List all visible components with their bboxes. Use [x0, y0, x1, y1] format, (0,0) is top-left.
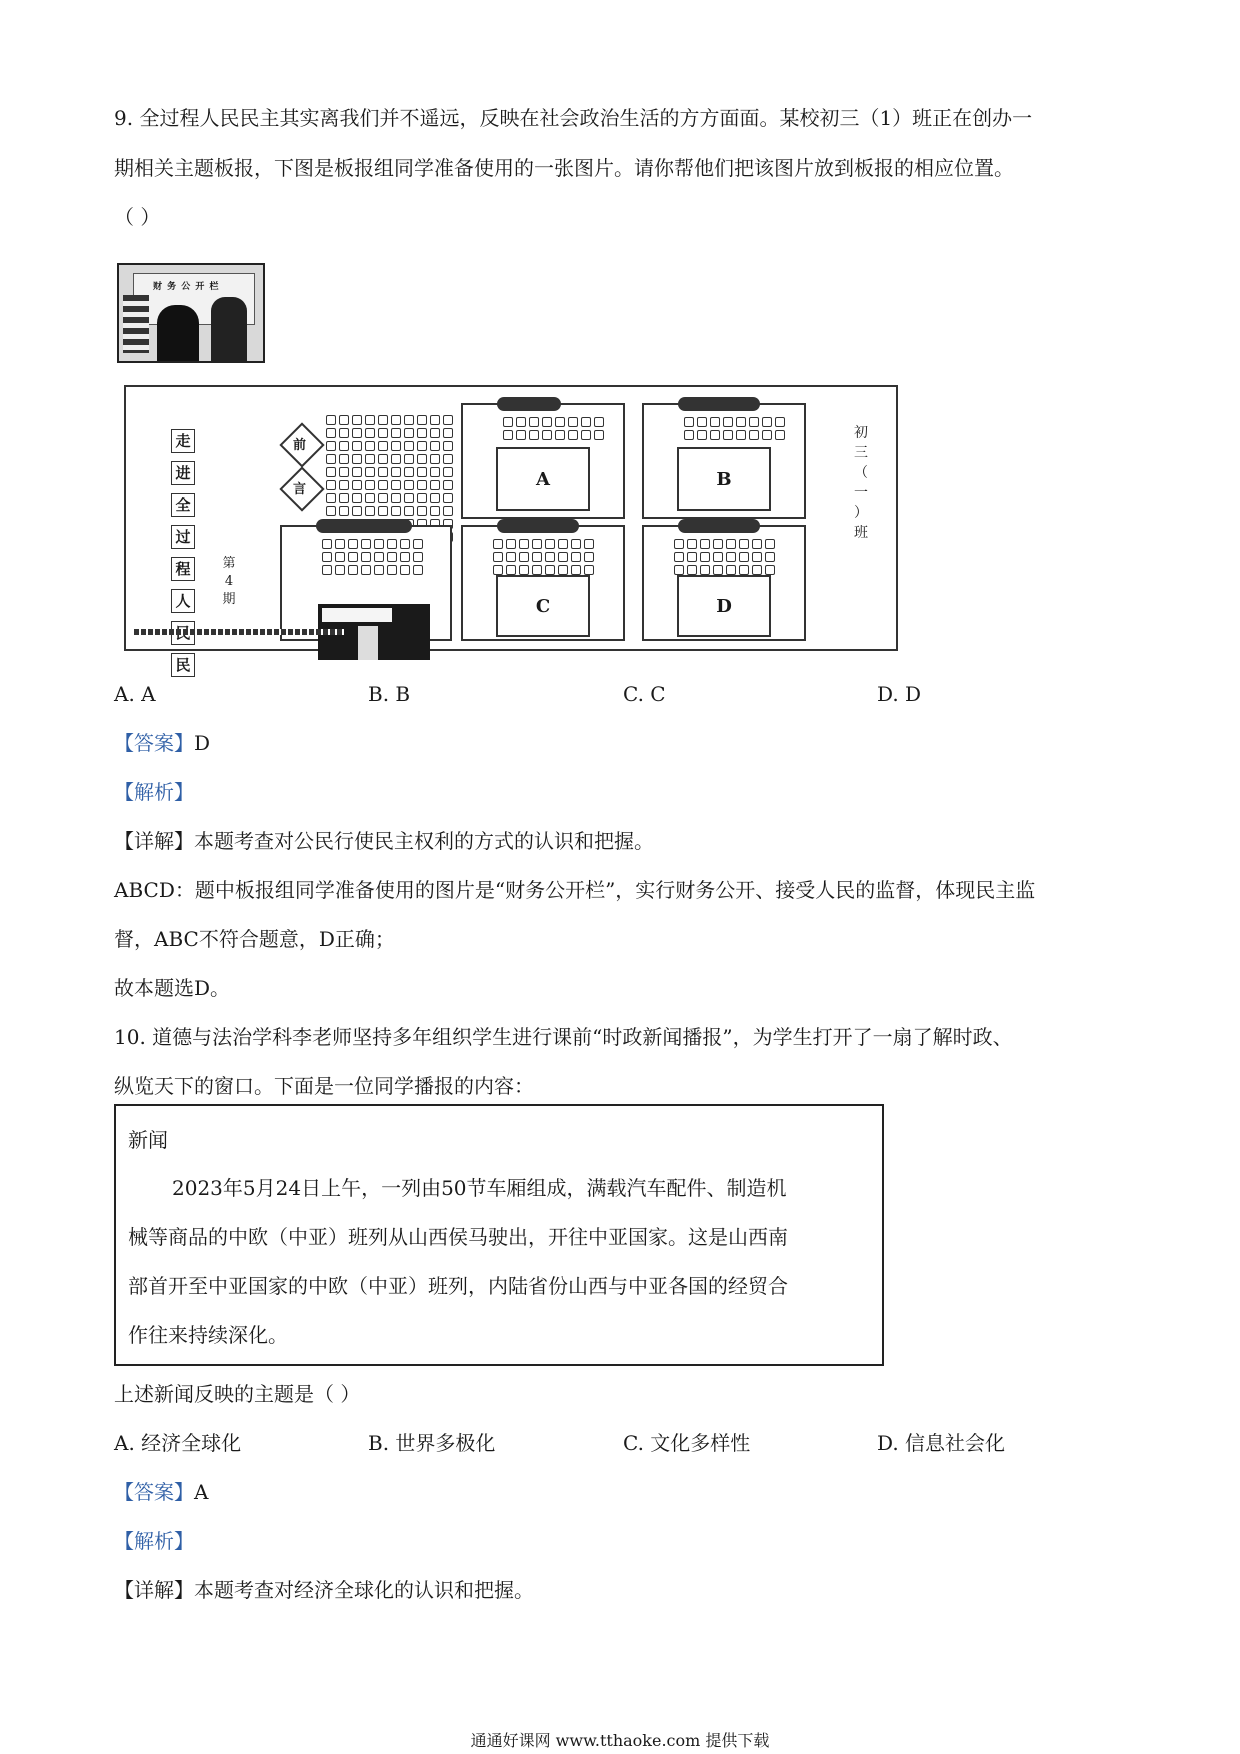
text-placeholder-square: [558, 565, 568, 575]
text-placeholder-square: [365, 428, 375, 438]
title-char: 民: [171, 653, 195, 677]
text-placeholder-square: [339, 441, 349, 451]
answer-tag: 【答案】: [114, 731, 194, 755]
q9-expl-line2: 督，ABC不符合题意，D正确；: [114, 927, 395, 951]
text-placeholder-square: [443, 428, 453, 438]
text-placeholder-square: [765, 552, 775, 562]
q9-answer-line: [114, 731, 210, 755]
text-placeholder-square: [506, 539, 516, 549]
text-placeholder-square: [361, 552, 371, 562]
text-placeholder-square: [443, 454, 453, 464]
preface-char-1: 前: [293, 438, 307, 453]
text-placeholder-square: [391, 467, 401, 477]
q9-analysis-tag: 【解析】: [114, 780, 194, 804]
text-placeholder-square: [404, 480, 414, 490]
text-placeholder-square: [326, 441, 336, 451]
text-placeholder-square: [326, 454, 336, 464]
text-placeholder-square: [378, 415, 388, 425]
q9-option-b: B. B: [368, 682, 411, 706]
text-placeholder-square: [713, 552, 723, 562]
text-placeholder-square: [404, 454, 414, 464]
text-placeholder-square: [503, 417, 513, 427]
slot-b: B: [677, 447, 771, 511]
text-placeholder-square: [765, 565, 775, 575]
text-placeholder-square: [352, 506, 362, 516]
text-placeholder-square: [391, 441, 401, 451]
text-placeholder-square: [417, 506, 427, 516]
text-placeholder-square: [400, 552, 410, 562]
text-placeholder-square: [417, 480, 427, 490]
news-line2: 械等商品的中欧（中亚）班列从山西侯马驶出，开往中亚国家。这是山西南: [128, 1225, 788, 1249]
text-placeholder-square: [542, 417, 552, 427]
text-placeholder-square: [339, 493, 349, 503]
text-placeholder-square: [545, 539, 555, 549]
text-placeholder-square: [545, 552, 555, 562]
text-placeholder-square: [775, 417, 785, 427]
text-placeholder-square: [752, 565, 762, 575]
text-placeholder-square: [417, 441, 427, 451]
news-box: [114, 1104, 884, 1366]
panel-title-bar: [497, 519, 579, 533]
text-placeholder-square: [739, 552, 749, 562]
text-placeholder-square: [687, 565, 697, 575]
text-placeholder-square: [430, 506, 440, 516]
text-placeholder-square: [404, 415, 414, 425]
slot-a: A: [496, 447, 590, 511]
text-placeholder-square: [516, 417, 526, 427]
slot-c: C: [496, 575, 590, 637]
text-placeholder-square: [697, 417, 707, 427]
text-placeholder-square: [532, 552, 542, 562]
text-placeholder-square: [326, 493, 336, 503]
text-placeholder-square: [594, 430, 604, 440]
panel-a: [461, 403, 625, 519]
panel-text-grid: [322, 539, 423, 575]
issue-number: 第4期: [222, 556, 236, 607]
text-placeholder-square: [674, 565, 684, 575]
class-char: 一: [854, 485, 868, 501]
news-line1: 2023年5月24日上午，一列由50节车厢组成，满载汽车配件、制造机: [172, 1176, 787, 1200]
text-placeholder-square: [519, 565, 529, 575]
panel-title-bar: [678, 519, 760, 533]
text-placeholder-square: [417, 493, 427, 503]
panel-text-grid: [684, 417, 785, 440]
panel-title-bar: [316, 519, 412, 533]
text-placeholder-square: [571, 539, 581, 549]
text-placeholder-square: [339, 480, 349, 490]
text-placeholder-square: [581, 430, 591, 440]
text-placeholder-square: [506, 552, 516, 562]
text-placeholder-square: [404, 506, 414, 516]
text-placeholder-square: [430, 428, 440, 438]
q10-option-a: A. 经济全球化: [114, 1431, 242, 1455]
class-label: [852, 423, 870, 543]
news-line4: 作往来持续深化。: [128, 1323, 288, 1347]
text-placeholder-square: [417, 467, 427, 477]
class-char: 班: [854, 525, 868, 541]
q9-answer: D: [194, 731, 211, 755]
text-placeholder-square: [352, 467, 362, 477]
q10-stem-line1: 10. 道德与法治学科李老师坚持多年组织学生进行课前“时政新闻播报”，为学生打开了一扇了解时政、: [114, 1025, 1013, 1049]
detail-tag: 【详解】: [114, 829, 194, 853]
text-placeholder-square: [532, 539, 542, 549]
text-placeholder-square: [736, 417, 746, 427]
text-placeholder-square: [400, 565, 410, 575]
text-placeholder-square: [391, 480, 401, 490]
panel-title-bar: [497, 397, 561, 411]
text-placeholder-square: [391, 493, 401, 503]
text-placeholder-square: [322, 552, 332, 562]
text-placeholder-square: [762, 430, 772, 440]
finance-board-photo: [117, 263, 265, 363]
news-title: 新闻: [128, 1128, 168, 1152]
text-placeholder-square: [739, 539, 749, 549]
class-char: 三: [854, 445, 868, 461]
text-placeholder-square: [710, 417, 720, 427]
text-placeholder-square: [529, 430, 539, 440]
q10-detail: 本题考查对经济全球化的认识和把握。: [194, 1578, 534, 1602]
panel-photo-podium: [358, 626, 378, 660]
text-placeholder-square: [352, 441, 362, 451]
text-placeholder-square: [430, 441, 440, 451]
text-placeholder-square: [571, 565, 581, 575]
text-placeholder-square: [443, 480, 453, 490]
text-placeholder-square: [413, 539, 423, 549]
text-placeholder-square: [430, 480, 440, 490]
text-placeholder-square: [739, 565, 749, 575]
text-placeholder-square: [697, 430, 707, 440]
title-char: 全: [171, 493, 195, 517]
text-placeholder-square: [352, 493, 362, 503]
text-placeholder-square: [516, 430, 526, 440]
text-placeholder-square: [443, 467, 453, 477]
text-placeholder-square: [568, 417, 578, 427]
text-placeholder-square: [378, 467, 388, 477]
title-char: 人: [171, 589, 195, 613]
text-placeholder-square: [404, 428, 414, 438]
text-placeholder-square: [352, 415, 362, 425]
text-placeholder-square: [684, 430, 694, 440]
text-placeholder-square: [749, 430, 759, 440]
slot-d: D: [677, 575, 771, 637]
text-placeholder-square: [404, 441, 414, 451]
text-placeholder-square: [417, 428, 427, 438]
text-placeholder-square: [493, 539, 503, 549]
text-placeholder-square: [378, 506, 388, 516]
text-placeholder-square: [326, 415, 336, 425]
title-char: 过: [171, 525, 195, 549]
page-footer: 通通好课网 www.tthaoke.com 提供下载: [470, 1731, 770, 1750]
text-placeholder-square: [493, 552, 503, 562]
text-placeholder-square: [749, 417, 759, 427]
class-char: ）: [854, 505, 868, 521]
text-placeholder-square: [378, 454, 388, 464]
text-placeholder-square: [348, 539, 358, 549]
panel-title-bar: [678, 397, 760, 411]
text-placeholder-square: [365, 493, 375, 503]
text-placeholder-square: [430, 493, 440, 503]
text-placeholder-square: [326, 506, 336, 516]
text-placeholder-square: [584, 552, 594, 562]
q9-option-a: A. A: [114, 682, 156, 706]
q9-conclusion: 故本题选D。: [114, 976, 231, 1000]
text-placeholder-square: [542, 430, 552, 440]
text-placeholder-square: [413, 565, 423, 575]
text-placeholder-square: [374, 552, 384, 562]
q10-question: 上述新闻反映的主题是（ ）: [114, 1382, 361, 1406]
text-placeholder-square: [723, 417, 733, 427]
text-placeholder-square: [322, 565, 332, 575]
text-placeholder-square: [713, 539, 723, 549]
text-placeholder-square: [326, 467, 336, 477]
text-placeholder-square: [700, 565, 710, 575]
text-placeholder-square: [361, 565, 371, 575]
text-placeholder-square: [674, 552, 684, 562]
text-placeholder-square: [443, 415, 453, 425]
text-placeholder-square: [555, 417, 565, 427]
text-placeholder-square: [443, 441, 453, 451]
q10-option-b: B. 世界多极化: [368, 1431, 496, 1455]
text-placeholder-square: [391, 506, 401, 516]
text-placeholder-square: [430, 415, 440, 425]
text-placeholder-square: [700, 539, 710, 549]
board-bottom-strip: [134, 629, 344, 635]
text-placeholder-square: [594, 417, 604, 427]
q10-option-d: D. 信息社会化: [877, 1431, 1006, 1455]
board-vertical-title: [171, 429, 195, 685]
text-placeholder-square: [391, 428, 401, 438]
text-placeholder-square: [348, 552, 358, 562]
text-placeholder-square: [365, 467, 375, 477]
text-placeholder-square: [339, 454, 349, 464]
text-placeholder-square: [365, 506, 375, 516]
text-placeholder-square: [545, 565, 555, 575]
text-placeholder-square: [378, 480, 388, 490]
panel-text-grid: [674, 539, 775, 575]
text-placeholder-square: [361, 539, 371, 549]
answer-tag: 【答案】: [114, 1480, 194, 1504]
text-placeholder-square: [430, 467, 440, 477]
panel-c: [461, 525, 625, 641]
q9-stem-line2: 期相关主题板报，下图是板报组同学准备使用的一张图片。请你帮他们把该图片放到板报的相应位置。: [114, 156, 1014, 180]
text-placeholder-square: [339, 415, 349, 425]
text-placeholder-square: [506, 565, 516, 575]
q9-detail: 本题考查对公民行使民主权利的方式的认识和把握。: [194, 829, 654, 853]
text-placeholder-square: [558, 539, 568, 549]
text-placeholder-square: [687, 552, 697, 562]
text-placeholder-square: [674, 539, 684, 549]
q9-stem-line1: 9. 全过程人民民主其实离我们并不遥远，反映在社会政治生活的方方面面。某校初三（1）班正在创办一: [114, 106, 1033, 130]
text-placeholder-square: [400, 539, 410, 549]
text-placeholder-square: [391, 415, 401, 425]
blackboard-layout: [124, 385, 898, 674]
q9-option-d: D. D: [877, 682, 922, 706]
class-char: （: [854, 465, 868, 481]
q9-stem-line3: （ ）: [114, 205, 161, 229]
text-placeholder-square: [339, 467, 349, 477]
text-placeholder-square: [365, 454, 375, 464]
text-placeholder-square: [736, 430, 746, 440]
q9-detail-line: [114, 829, 654, 853]
text-placeholder-square: [503, 430, 513, 440]
photo-person-2: [211, 297, 247, 361]
text-placeholder-square: [326, 480, 336, 490]
text-placeholder-square: [687, 539, 697, 549]
news-line3: 部首开至中亚国家的中欧（中亚）班列，内陆省份山西与中亚各国的经贸合: [128, 1274, 788, 1298]
q9-expl-line1: ABCD：题中板报组同学准备使用的图片是“财务公开栏”，实行财务公开、接受人民的监督，体现民主监: [114, 878, 1036, 902]
title-char: 进: [171, 461, 195, 485]
text-placeholder-square: [529, 417, 539, 427]
text-placeholder-square: [726, 552, 736, 562]
text-placeholder-square: [352, 428, 362, 438]
text-placeholder-square: [365, 480, 375, 490]
text-placeholder-square: [404, 467, 414, 477]
panel-text-grid: [503, 417, 604, 440]
text-placeholder-square: [352, 454, 362, 464]
panel-left: [280, 525, 452, 641]
preface-char-2: 言: [293, 482, 307, 497]
text-placeholder-square: [558, 552, 568, 562]
class-char: 初: [854, 425, 868, 441]
q10-answer-line: [114, 1480, 208, 1504]
photo-person-1: [157, 305, 199, 361]
q10-option-c: C. 文化多样性: [623, 1431, 751, 1455]
title-char: 走: [171, 429, 195, 453]
text-placeholder-square: [391, 454, 401, 464]
text-placeholder-square: [339, 506, 349, 516]
text-placeholder-square: [710, 430, 720, 440]
text-placeholder-square: [374, 539, 384, 549]
text-placeholder-square: [430, 454, 440, 464]
text-placeholder-square: [555, 430, 565, 440]
text-placeholder-square: [443, 506, 453, 516]
text-placeholder-square: [378, 428, 388, 438]
text-placeholder-square: [752, 552, 762, 562]
photo-caption: 财 务 公 开 栏: [153, 282, 220, 292]
photo-notices: [123, 295, 149, 353]
text-placeholder-square: [443, 493, 453, 503]
text-placeholder-square: [762, 417, 772, 427]
text-placeholder-square: [519, 539, 529, 549]
text-placeholder-square: [378, 441, 388, 451]
text-placeholder-square: [775, 430, 785, 440]
text-placeholder-square: [700, 552, 710, 562]
text-placeholder-square: [584, 565, 594, 575]
text-placeholder-square: [374, 565, 384, 575]
text-placeholder-square: [339, 428, 349, 438]
text-placeholder-square: [378, 493, 388, 503]
text-placeholder-square: [387, 552, 397, 562]
text-placeholder-square: [765, 539, 775, 549]
text-placeholder-square: [387, 539, 397, 549]
text-placeholder-square: [387, 565, 397, 575]
q10-stem-line2: 纵览天下的窗口。下面是一位同学播报的内容：: [114, 1074, 534, 1098]
text-placeholder-square: [417, 454, 427, 464]
text-placeholder-square: [326, 428, 336, 438]
text-placeholder-square: [322, 539, 332, 549]
text-placeholder-square: [404, 493, 414, 503]
text-placeholder-square: [532, 565, 542, 575]
text-placeholder-square: [335, 552, 345, 562]
text-placeholder-square: [752, 539, 762, 549]
text-placeholder-square: [713, 565, 723, 575]
text-placeholder-square: [581, 417, 591, 427]
title-char: 程: [171, 557, 195, 581]
q10-detail-line: [114, 1578, 534, 1602]
text-placeholder-square: [417, 415, 427, 425]
text-placeholder-square: [571, 552, 581, 562]
detail-tag: 【详解】: [114, 1578, 194, 1602]
panel-text-grid: [493, 539, 594, 575]
panel-b: [642, 403, 806, 519]
q10-analysis-tag: 【解析】: [114, 1529, 194, 1553]
text-placeholder-square: [348, 565, 358, 575]
panel-photo-banner: [322, 608, 392, 622]
text-placeholder-square: [723, 430, 733, 440]
text-placeholder-square: [365, 415, 375, 425]
text-placeholder-square: [726, 565, 736, 575]
text-placeholder-square: [568, 430, 578, 440]
text-placeholder-square: [365, 441, 375, 451]
panel-d: [642, 525, 806, 641]
q10-answer: A: [194, 1480, 209, 1504]
text-placeholder-square: [335, 565, 345, 575]
text-placeholder-square: [584, 539, 594, 549]
text-placeholder-square: [335, 539, 345, 549]
text-placeholder-square: [352, 480, 362, 490]
text-placeholder-square: [493, 565, 503, 575]
q9-option-c: C. C: [623, 682, 666, 706]
text-placeholder-square: [413, 552, 423, 562]
text-placeholder-square: [726, 539, 736, 549]
text-placeholder-square: [519, 552, 529, 562]
text-placeholder-square: [684, 417, 694, 427]
